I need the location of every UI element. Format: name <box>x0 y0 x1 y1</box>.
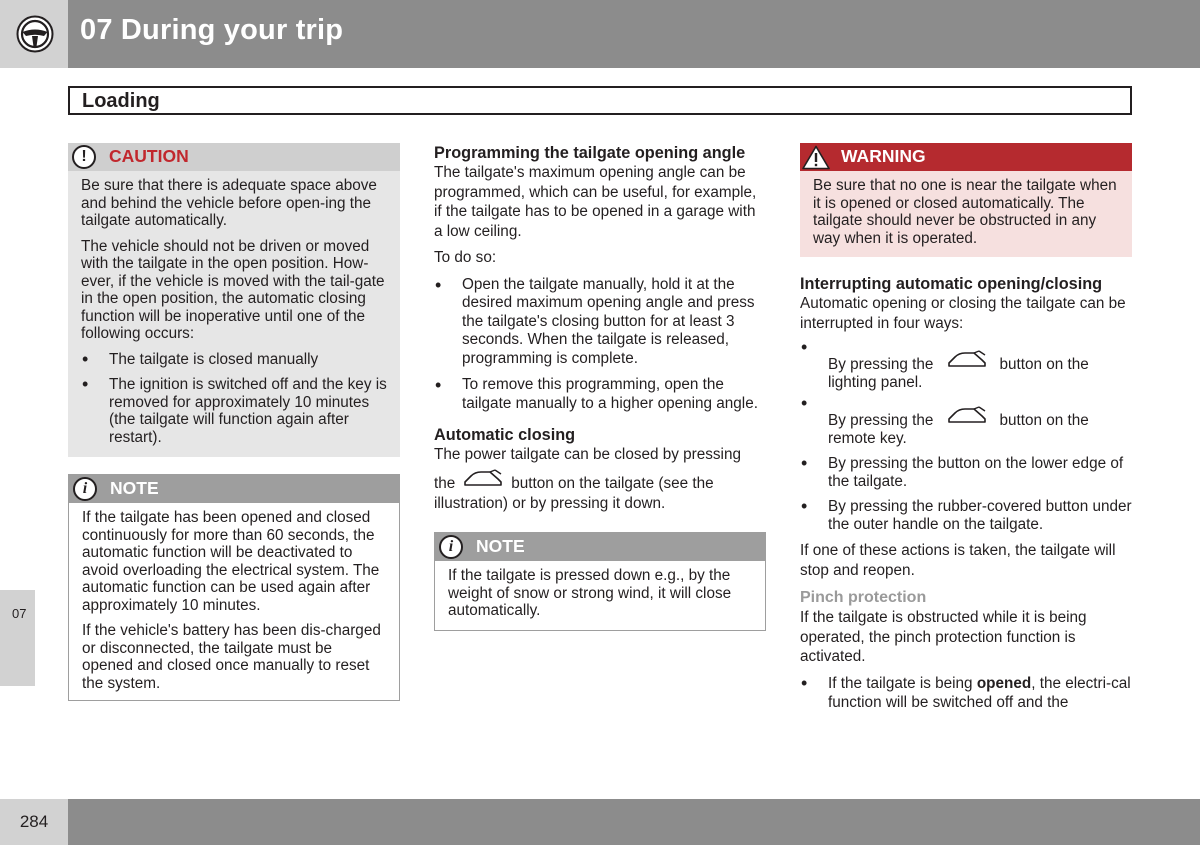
info-icon: i <box>73 477 97 501</box>
column-right <box>800 143 1132 720</box>
pinch-protection-text: If the tailgate is obstructed while it is being operated, the pinch protection function is activated. <box>800 609 1087 665</box>
programming-heading: Programming the tailgate opening angle <box>434 144 746 162</box>
caution-label: CAUTION <box>109 146 189 166</box>
section-heading-box <box>68 86 1132 115</box>
caution-paragraph: The vehicle should not be driven or moved with the tailgate in the open position. How-ever, if the vehicle is moved with the tail-gate in the open position, the automatic closing function will be inoperative until one of the following occurs: <box>81 237 385 342</box>
list-item: • The tailgate is closed manually <box>81 351 387 369</box>
list-item: • To remove this programming, open the tailgate manually to a higher opening angle. <box>434 376 766 413</box>
list-item: • By pressing the rubber-covered button under the outer handle on the tailgate. <box>800 498 1132 533</box>
list-item: • The ignition is switched off and the key is removed for approximately 10 minutes (the tailgate will function again after restart). <box>81 376 387 446</box>
warning-header <box>800 143 1132 171</box>
chapter-side-tab <box>0 590 35 686</box>
tailgate-button-icon <box>463 468 503 490</box>
steering-wheel-icon <box>16 15 54 53</box>
tailgate-button-icon <box>947 349 987 371</box>
note-header <box>435 533 765 561</box>
automatic-closing-heading: Automatic closing <box>434 425 576 444</box>
note-header <box>69 475 399 503</box>
list-item: • By pressing the button on the remote key. <box>800 395 1132 447</box>
to-do-so-text: To do so: <box>434 249 497 266</box>
automatic-closing-after-icon: button on the tailgate (see the illustration) or by pressing it down. <box>434 475 714 512</box>
pinch-protection-heading: Pinch protection <box>800 589 927 606</box>
caution-paragraph: Be sure that there is adequate space above and behind the vehicle before open-ing the tailgate automatically. <box>81 177 377 229</box>
chapter-title: 07 During your trip <box>80 14 344 46</box>
interrupting-heading: Interrupting automatic opening/closing <box>800 275 1103 293</box>
note-paragraph: If the tailgate is pressed down e.g., by the weight of snow or strong wind, it will close automatically. <box>448 567 732 620</box>
exclamation-icon: ! <box>72 145 96 169</box>
note-box <box>434 532 766 631</box>
interrupting-after-text: If one of these actions is taken, the tailgate will stop and reopen. <box>800 542 1116 579</box>
caution-box <box>68 143 400 457</box>
page-number: 284 <box>0 799 68 845</box>
tailgate-button-icon <box>947 405 987 427</box>
side-tab-label: 07 <box>12 606 27 621</box>
automatic-closing-the: the <box>434 475 456 493</box>
warning-box <box>800 143 1132 257</box>
info-icon: i <box>439 535 463 559</box>
list-item: • By pressing the button on the lighting panel. <box>800 339 1132 391</box>
footer-bar <box>0 799 1200 845</box>
column-middle <box>434 143 766 631</box>
note-paragraph: If the tailgate has been opened and closed continuously for more than 60 seconds, the automatic function will be deactivated to avoid overloading the electrical system. The automatic function can be used again after approximately 10 minutes. <box>82 509 380 614</box>
note-paragraph: If the vehicle's battery has been dis-charged or disconnected, the tailgate must be opened and closed once manually to reset the system. <box>82 622 381 692</box>
list-item: • Open the tailgate manually, hold it at the desired maximum opening angle and press the tailgate's closing button for at least 3 seconds. When the tailgate is released, programming is complete. <box>434 276 766 369</box>
column-left <box>68 143 400 701</box>
section-title: Loading <box>82 90 160 112</box>
caution-header <box>68 143 400 171</box>
list-item: • If the tailgate is being opened, the electri-cal function will be switched off and the <box>800 674 1132 712</box>
note-label: NOTE <box>476 536 525 557</box>
note-label: NOTE <box>110 478 159 498</box>
programming-intro: The tailgate's maximum opening angle can be programmed, which can be useful, for example, if the tailgate has to be opened in a garage with a low ceiling. <box>434 164 757 240</box>
automatic-closing-text: The power tailgate can be closed by pressing <box>434 445 741 463</box>
note-box <box>68 474 400 701</box>
automatic-closing-text-2 <box>434 468 766 513</box>
chapter-icon-box <box>0 0 68 68</box>
warning-paragraph: Be sure that no one is near the tailgate when it is opened or closed automatically. The tailgate should never be obstructed in any way when it is operated. <box>813 177 1117 247</box>
interrupting-intro: Automatic opening or closing the tailgate can be interrupted in four ways: <box>800 295 1126 332</box>
warning-triangle-icon <box>802 145 830 170</box>
warning-label: WARNING <box>841 146 926 166</box>
list-item: • By pressing the button on the lower edge of the tailgate. <box>800 455 1132 490</box>
